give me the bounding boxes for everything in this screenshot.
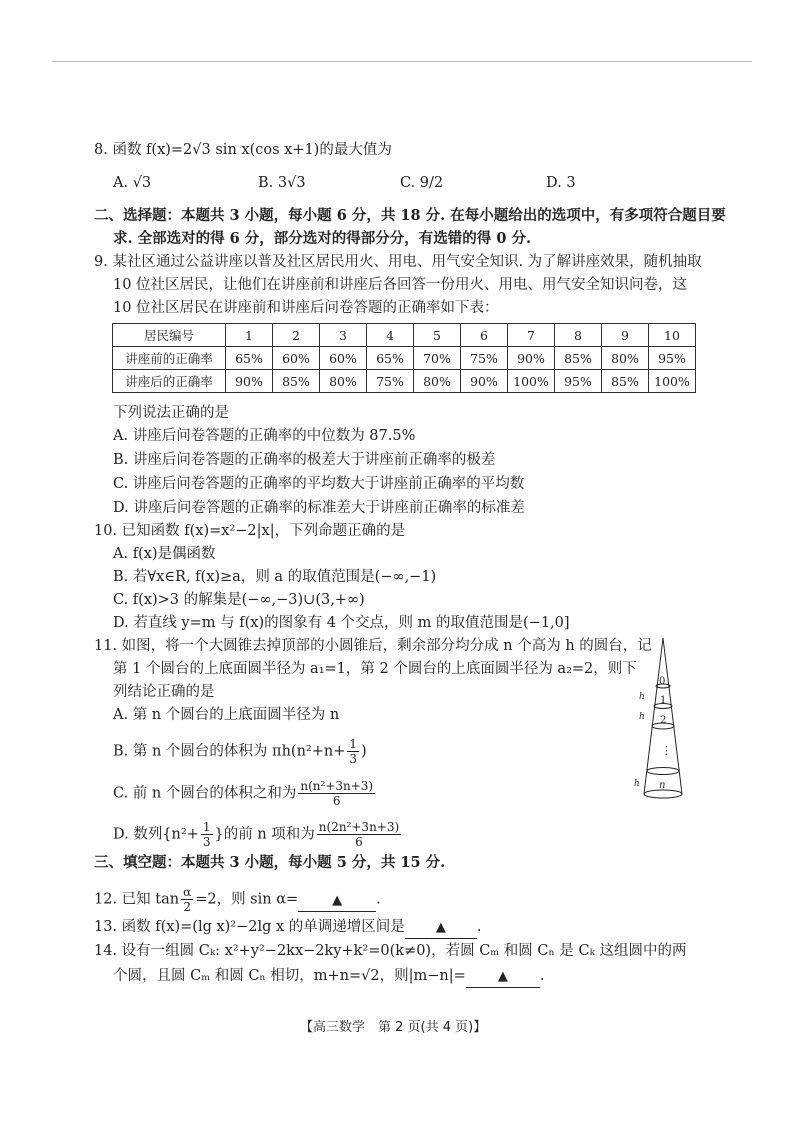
q11-option-b-expr: (n²+n+ bbox=[290, 743, 346, 760]
table-cell: 60% bbox=[273, 347, 320, 370]
q12-end: . bbox=[376, 891, 381, 908]
q11-option-a: A. 第 n 个圆台的上底面圆半径为 n bbox=[113, 707, 340, 723]
q13-prefix: 13. 函数 f(x)=(lg x)²−2lg x 的单调递增区间是 bbox=[94, 919, 405, 935]
top-rule bbox=[52, 61, 752, 62]
table-cell: 65% bbox=[226, 347, 273, 370]
q10-stem: 10. 已知函数 f(x)=x²−2|x|，下列命题正确的是 bbox=[94, 523, 406, 539]
cone-label-n: n bbox=[659, 780, 666, 791]
table-cell: 80% bbox=[414, 370, 461, 393]
cone-figure bbox=[630, 636, 700, 806]
table-cell: 90% bbox=[226, 370, 273, 393]
table-cell: 80% bbox=[602, 347, 649, 370]
triangle-marker: ▲ bbox=[497, 969, 508, 984]
table-cell: 75% bbox=[461, 347, 508, 370]
fraction-denominator: 3 bbox=[349, 752, 358, 766]
table-header-cell: 居民编号 bbox=[113, 324, 226, 347]
q9-table bbox=[112, 323, 696, 393]
table-cell: 8 bbox=[555, 324, 602, 347]
page-footer: 【高三数学 第 2 页(共 4 页)】 bbox=[300, 1020, 487, 1035]
answer-blank bbox=[298, 890, 376, 912]
cone-label-h: h bbox=[634, 779, 640, 789]
q14-line1: 14. 设有一组圆 Cₖ: x²+y²−2kx−2ky+k²=0(k≠0)，若圆 Cₘ 和圆 Cₙ 是 Cₖ 这组圆中的两 bbox=[94, 943, 687, 959]
fraction-numerator: α bbox=[183, 885, 192, 899]
q11-option-b-suffix: ) bbox=[361, 743, 367, 760]
q8-option-a: A. √3 bbox=[113, 175, 152, 191]
table-cell: 1 bbox=[226, 324, 273, 347]
fraction bbox=[317, 820, 401, 849]
cone-label-h: h bbox=[639, 692, 645, 702]
table-cell: 5 bbox=[414, 324, 461, 347]
table-cell: 4 bbox=[367, 324, 414, 347]
table-cell: 95% bbox=[649, 347, 696, 370]
table-cell: 95% bbox=[555, 370, 602, 393]
section3-heading: 三、填空题：本题共 3 小题，每小题 5 分，共 15 分. bbox=[94, 854, 446, 871]
table-cell: 3 bbox=[320, 324, 367, 347]
table-cell: 2 bbox=[273, 324, 320, 347]
fraction bbox=[298, 779, 375, 808]
table-header-cell: 讲座前的正确率 bbox=[113, 347, 226, 370]
q9-option-d: D. 讲座后问卷答题的正确率的标准差大于讲座前正确率的标准差 bbox=[113, 500, 525, 516]
q9-stem-line3: 10 位社区居民在讲座前和讲座后问卷答题的正确率如下表： bbox=[113, 300, 499, 316]
fraction-denominator: 6 bbox=[332, 794, 341, 808]
fraction-numerator: n(n²+3n+3) bbox=[300, 779, 374, 793]
q11-option-c-prefix: C. 前 n 个圆台的体积之和为 bbox=[113, 785, 297, 802]
q11-stem-line2: 第 1 个圆台的上底面圆半径为 a₁=1，第 2 个圆台的上底面圆半径为 a₂=2，则下 bbox=[113, 661, 637, 677]
q11-option-d-mid: }的前 n 项和为 bbox=[214, 826, 315, 843]
table-cell: 7 bbox=[508, 324, 555, 347]
table-cell: 80% bbox=[320, 370, 367, 393]
q9-stem-line1: 9. 某社区通过公益讲座以普及社区居民用火、用电、用气安全知识. 为了解讲座效果，随机抽取 bbox=[94, 254, 702, 270]
q12-prefix: 12. 已知 tan bbox=[94, 891, 180, 908]
table-cell: 6 bbox=[461, 324, 508, 347]
cone-label-1: 1 bbox=[660, 695, 667, 706]
q11-option-c bbox=[113, 779, 377, 808]
q14-end: . bbox=[539, 968, 545, 984]
table-header-cell: 讲座后的正确率 bbox=[113, 370, 226, 393]
answer-blank bbox=[405, 917, 477, 939]
answer-blank bbox=[466, 966, 540, 988]
fraction-denominator: 2 bbox=[183, 900, 191, 914]
q14-line2 bbox=[113, 966, 544, 988]
q11-stem-line1: 11. 如图，将一个大圆锥去掉顶部的小圆锥后，剩余部分均分成 n 个高为 h 的圆台，记 bbox=[94, 638, 652, 654]
q11-option-b-prefix: B. 第 n 个圆台的体积为 πh bbox=[113, 743, 291, 760]
q14-prefix: 个圆，且圆 Cₘ 和圆 Cₙ 相切，m+n=√2，则|m−n|= bbox=[113, 968, 466, 984]
table-row bbox=[113, 370, 696, 393]
table-cell: 70% bbox=[414, 347, 461, 370]
table-cell: 75% bbox=[367, 370, 414, 393]
q9-prompt: 下列说法正确的是 bbox=[113, 405, 229, 421]
q10-option-a: A. f(x)是偶函数 bbox=[113, 546, 216, 562]
table-cell: 85% bbox=[602, 370, 649, 393]
q11-option-d-prefix: D. 数列{n²+ bbox=[113, 826, 199, 843]
table-cell: 60% bbox=[320, 347, 367, 370]
fraction bbox=[347, 737, 359, 766]
table-row bbox=[113, 347, 696, 370]
q11-option-d bbox=[113, 820, 403, 849]
table-cell: 85% bbox=[555, 347, 602, 370]
q9-stem-line2: 10 位社区居民，让他们在讲座前和讲座后各回答一份用火、用电、用气安全知识问卷，这 bbox=[113, 277, 688, 293]
table-cell: 100% bbox=[508, 370, 555, 393]
triangle-marker: ▲ bbox=[435, 920, 446, 935]
q10-option-d: D. 若直线 y=m 与 f(x)的图象有 4 个交点，则 m 的取值范围是(−1,0] bbox=[113, 615, 570, 631]
fraction-denominator: 3 bbox=[202, 835, 211, 849]
cone-label-2: 2 bbox=[660, 715, 667, 726]
q12-line bbox=[94, 885, 381, 914]
q9-option-a: A. 讲座后问卷答题的正确率的中位数为 87.5% bbox=[113, 428, 416, 444]
fraction-numerator: n(2n²+3n+3) bbox=[318, 820, 400, 834]
table-cell: 100% bbox=[649, 370, 696, 393]
table-cell: 9 bbox=[602, 324, 649, 347]
q8-option-c: C. 9/2 bbox=[400, 175, 444, 191]
fraction bbox=[181, 885, 193, 914]
q8-stem: 8. 函数 f(x)=2√3 sin x(cos x+1)的最大值为 bbox=[94, 142, 392, 158]
fraction-numerator: 1 bbox=[349, 737, 358, 751]
table-cell: 90% bbox=[508, 347, 555, 370]
cone-label-h: h bbox=[639, 712, 645, 722]
q10-option-b: B. 若∀x∈R, f(x)≥a，则 a 的取值范围是(−∞,−1) bbox=[113, 569, 437, 585]
frustum-rim bbox=[647, 768, 679, 775]
q13-end: . bbox=[476, 919, 482, 935]
table-cell: 65% bbox=[367, 347, 414, 370]
q8-option-d: D. 3 bbox=[546, 175, 576, 191]
q13-line bbox=[94, 917, 481, 939]
table-row bbox=[113, 324, 696, 347]
q9-option-b: B. 讲座后问卷答题的正确率的极差大于讲座前正确率的极差 bbox=[113, 452, 496, 468]
q10-option-c: C. f(x)>3 的解集是(−∞,−3)∪(3,+∞) bbox=[113, 592, 365, 608]
fraction-numerator: 1 bbox=[202, 820, 211, 834]
q11-stem-line3: 列结论正确的是 bbox=[113, 684, 215, 700]
q12-suffix: =2，则 sin α= bbox=[195, 891, 299, 908]
section2-heading-line2: 求. 全部选对的得 6 分，部分选对的得部分分，有选错的得 0 分. bbox=[113, 230, 532, 247]
q11-option-b bbox=[113, 737, 367, 766]
cone-label-dots: ⋮ bbox=[661, 744, 672, 757]
q9-option-c: C. 讲座后问卷答题的正确率的平均数大于讲座前正确率的平均数 bbox=[113, 476, 525, 492]
table-cell: 85% bbox=[273, 370, 320, 393]
section2-heading-line1: 二、选择题：本题共 3 小题，每小题 6 分，共 18 分. 在每小题给出的选项中，有多项符合题目要 bbox=[94, 207, 726, 224]
table-cell: 10 bbox=[649, 324, 696, 347]
frustum-rim bbox=[644, 790, 682, 798]
triangle-marker: ▲ bbox=[332, 892, 343, 908]
table-cell: 90% bbox=[461, 370, 508, 393]
fraction-denominator: 6 bbox=[355, 835, 363, 849]
fraction bbox=[201, 820, 213, 849]
q8-option-b: B. 3√3 bbox=[258, 175, 306, 191]
cone-label-0: 0 bbox=[659, 676, 666, 687]
